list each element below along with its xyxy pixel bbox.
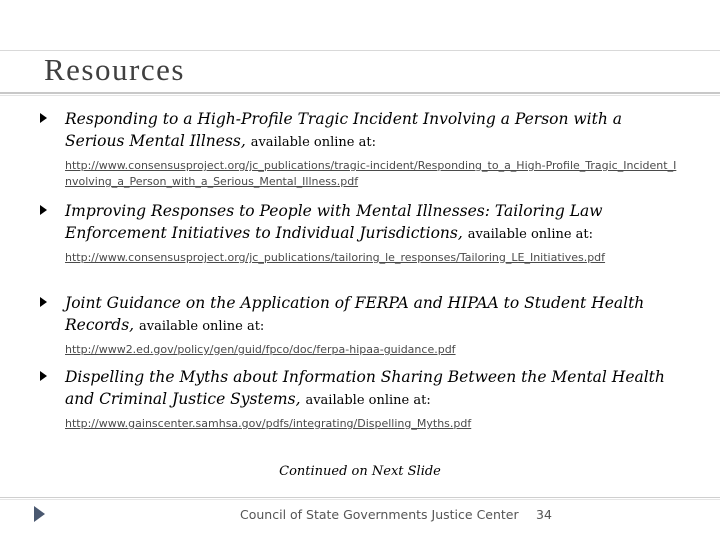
resource-item: [40, 292, 680, 358]
footer-divider-secondary: [0, 499, 720, 500]
bullet-arrow-icon: [40, 371, 47, 381]
footer-organization: Council of State Governments Justice Center: [240, 507, 519, 522]
resource-link[interactable]: http://www2.ed.gov/policy/gen/guid/fpco/doc/ferpa-hipaa-guidance.pdf: [65, 343, 456, 356]
title-top-divider: [0, 50, 720, 51]
resource-title: Improving Responses to People with Mental Illnesses: Tailoring Law Enforcement Initiatives to Individual Jurisdictions, available online at:: [65, 202, 603, 242]
slide-nav-arrow-icon[interactable]: [34, 506, 45, 522]
footer-divider: [0, 497, 720, 498]
resource-link[interactable]: http://www.gainscenter.samhsa.gov/pdfs/integrating/Dispelling_Myths.pdf: [65, 417, 472, 430]
resource-title: Joint Guidance on the Application of FERPA and HIPAA to Student Health Records, available online at:: [65, 294, 645, 334]
available-online-label: available online at:: [139, 319, 265, 334]
page-number: 34: [536, 507, 552, 522]
available-online-label: available online at:: [250, 135, 376, 150]
resource-link[interactable]: http://www.consensusproject.org/jc_publications/tailoring_le_responses/Tailoring_LE_Initiatives.pdf: [65, 251, 606, 264]
resource-item: [40, 108, 680, 190]
available-online-label: available online at:: [305, 393, 431, 408]
resource-title: Dispelling the Myths about Information Sharing Between the Mental Health and Criminal Justice Systems, available online at:: [65, 368, 665, 408]
bullet-arrow-icon: [40, 113, 47, 123]
resource-link[interactable]: http://www.consensusproject.org/jc_publications/tragic-incident/Responding_to_a_High-Profile_Tragic_Incident_Involving_a_Person_with_a_Serious_Mental_Illness.pdf: [65, 159, 677, 188]
resource-item: [40, 366, 680, 432]
resource-title: Responding to a High-Profile Tragic Incident Involving a Person with a Serious Mental Illness, available online at:: [65, 110, 623, 150]
title-divider-secondary: [0, 95, 720, 96]
resource-item: [40, 200, 680, 266]
slide-title: Resources: [44, 52, 185, 87]
available-online-label: available online at:: [467, 227, 594, 242]
bullet-arrow-icon: [40, 205, 47, 215]
bullet-arrow-icon: [40, 297, 47, 307]
title-divider: [0, 92, 720, 94]
continued-note: Continued on Next Slide: [279, 464, 441, 479]
